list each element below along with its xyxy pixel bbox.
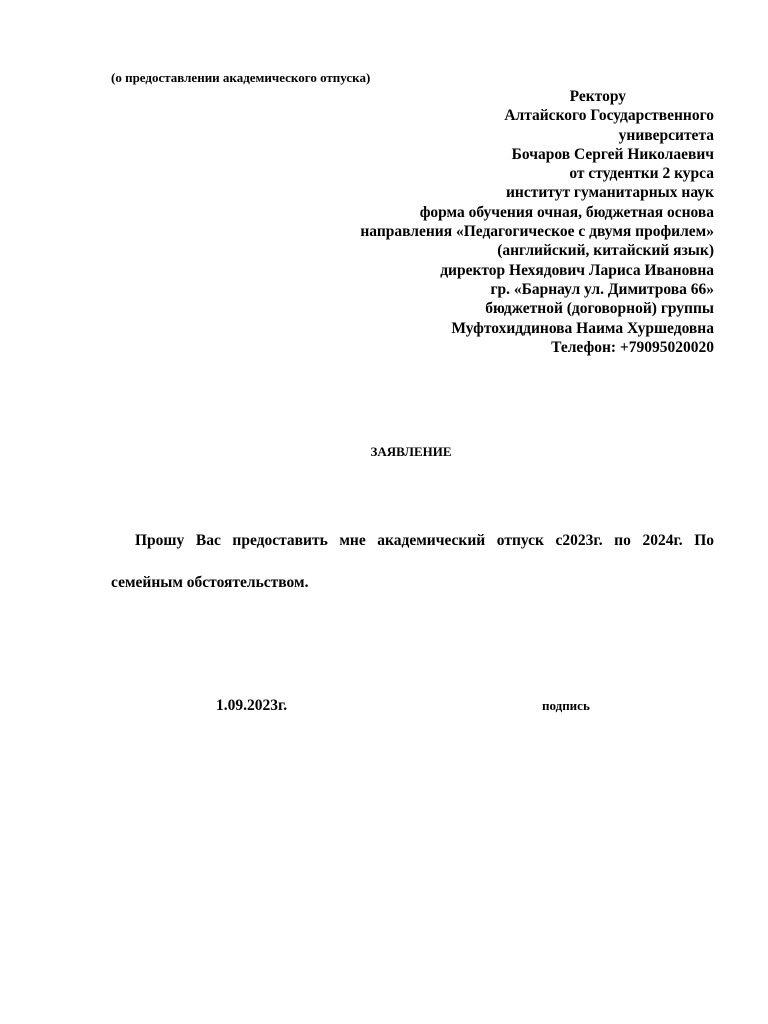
addressee-line: форма обучения очная, бюджетная основа: [419, 203, 714, 221]
addressee-line: директор Нехядович Лариса Ивановна: [440, 261, 714, 279]
application-body-text: Прошу Вас предоставить мне академический отпуск с2023г. по 2024г. По семейным обстоятельством.: [111, 532, 714, 591]
addressee-line: от студентки 2 курса: [569, 165, 714, 183]
addressee-line: Муфтохиддинова Наима Хуршедовна: [451, 319, 714, 337]
addressee-line: Телефон: +79095020020: [551, 338, 714, 356]
application-date: 1.09.2023г.: [216, 697, 288, 714]
addressee-line: гр. «Барнаул ул. Димитрова 66»: [490, 280, 714, 298]
document-title: ЗАЯВЛЕНИЕ: [370, 444, 452, 459]
application-body: [111, 520, 714, 604]
addressee-line: университета: [618, 126, 714, 144]
addressee-line: институт гуманитарных наук: [506, 184, 714, 202]
signature-label: подпись: [542, 698, 590, 713]
addressee-line: Бочаров Сергей Николаевич: [511, 145, 714, 163]
document-subtitle: (о предоставлении академического отпуска): [111, 70, 371, 85]
addressee-line: бюджетной (договорной) группы: [485, 300, 714, 318]
addressee-line: направления «Педагогическое с двумя профилем»: [360, 223, 714, 241]
addressee-line: (английский, китайский язык): [497, 242, 714, 260]
addressee-line: Ректору: [569, 88, 626, 105]
addressee-block: [254, 87, 714, 357]
addressee-line: Алтайского Государственного: [504, 107, 714, 125]
